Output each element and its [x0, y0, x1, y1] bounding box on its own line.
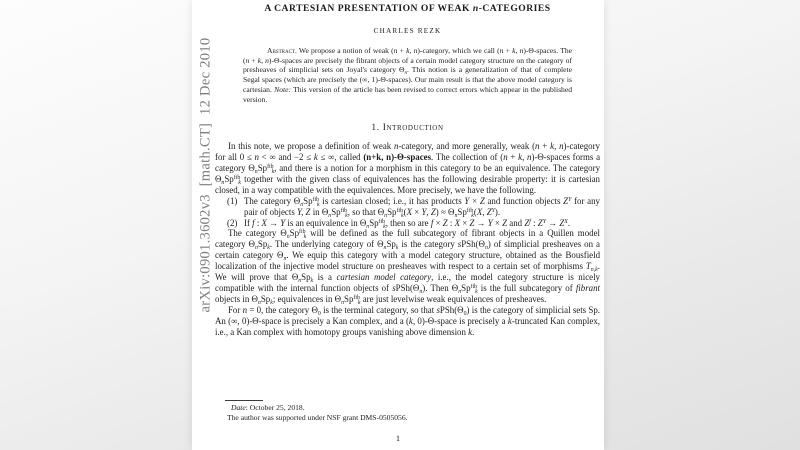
list-item-1 [215, 196, 600, 218]
page-number: 1 [395, 433, 401, 443]
paper-page [192, 0, 604, 450]
footnote [215, 400, 600, 423]
section-heading: 1. Introduction [371, 123, 444, 134]
abstract-label: Abstract. [267, 46, 297, 55]
list-item-2 [215, 218, 600, 229]
abstract-text: We propose a notion of weak (n + k, n)-category, which we call (n + k, n)-Θ-spaces. The (n + k, n)-Θ-spaces are precisely the fibrant objects of a certain model category structure on the category of presheaves of simplicial sets on Joyal's category $\Theta_n$. This notion is a generalization of that of complete Segal spaces (which are precisely the (∞, 1)-Θ-spaces). Our main result is that the above model category is cartesian. Note: This version of the article has been revised to correct errors which appear in the published version. [243, 46, 573, 104]
paragraph-model-category: The category $\Theta_nSp^{fib}_k$ will be defined as the full subcategory of fibrant objects in a Quillen model category $\Theta_nSp_k$. The underlying category of $\Theta_nSp_k$ is the category $sPSh(\Theta_n)$ of simplicial presheaves on a certain category $\Theta_n$. We equip this category with a model category structure, obtained as the Bousfield localization of the injective model structure on presheaves with respect to a certain set of morphisms $T_{n,k}$. We will prove that $\Theta_nSp_k$ is a cartesian model category, i.e., the model category structure is nicely compatible with the internal function objects of $sPSh(\Theta_n)$. Then $\Theta_nSp^{fib}_k$ is the full subcategory of fibrant objects in $\Theta_nSp_k$; equivalences in $\Theta_nSp^{fib}_k$ are just levelwise weak equivalences of presheaves. [215, 228, 601, 306]
author-name: CHARLES REZK [373, 27, 442, 35]
paragraph-intro: In this note, we propose a definition of weak n-category, and more generally, weak (n + k, n)-category for all 0 ≤ n < ∞ and −2 ≤ k ≤ ∞, called (n+k, n)-Θ-spaces. The collection of (n + k, n)-Θ-spaces forms a category $\Theta_nSp^{fib}_k$, and there is a notion for a morphism in this category to be an equivalence. The category $\Theta_nSp^{fib}_k$ together with the given class of equivalences has the following desirable property: it is cartesian closed, in a way compatible with the equivalences. More precisely, we have the following. [215, 141, 601, 195]
list-item-marker: (2) [227, 217, 238, 228]
paper-content [215, 0, 600, 338]
paper-title: A CARTESIAN PRESENTATION OF WEAK n-CATEGORIES [264, 3, 551, 14]
abstract [243, 46, 572, 104]
paragraph-base-case: For n = 0, the category $\Theta_0$ is the terminal category, so that $sPSh(\Theta_0)$ is the category of simplicial sets Sp. An (∞, 0)-Θ-space is precisely a Kan complex, and a (k, 0)-Θ-space is precisely a k-truncated Kan complex, i.e., a Kan complex with homotopy groups vanishing above dimension k. [215, 304, 600, 337]
list-item-text: The category $\Theta_nSp^{fib}_k$ is cartesian closed; i.e., it has products Y × Z and function objects $Z^Y$ for any pair of objects Y, Z in $\Theta_nSp^{fib}_k$, so that $\Theta_nSp^{fib}_k(X \times Y$, $Z) \approx \Theta_nSp^{fib}_k(X$, $Z^Y$). [244, 195, 600, 219]
footnote-rule [225, 400, 263, 401]
list-item-text: If f : X → Y is an equivalence in $\Theta_nSp^{fib}_k$, then so are f × Z : X × Z → Y × Z and $Z^f$ : $Z^Y \to Z^X$. [244, 217, 571, 230]
introduction-body [215, 141, 600, 337]
arxiv-watermark: arXiv:0901.3602v3 [math.CT] 12 Dec 2010 [197, 37, 214, 313]
footnote-date: Date: October 25, 2018. [231, 403, 305, 412]
list-item-marker: (1) [227, 195, 238, 206]
footnote-support: The author was supported under NSF grant DMS-0505056. [227, 412, 408, 422]
